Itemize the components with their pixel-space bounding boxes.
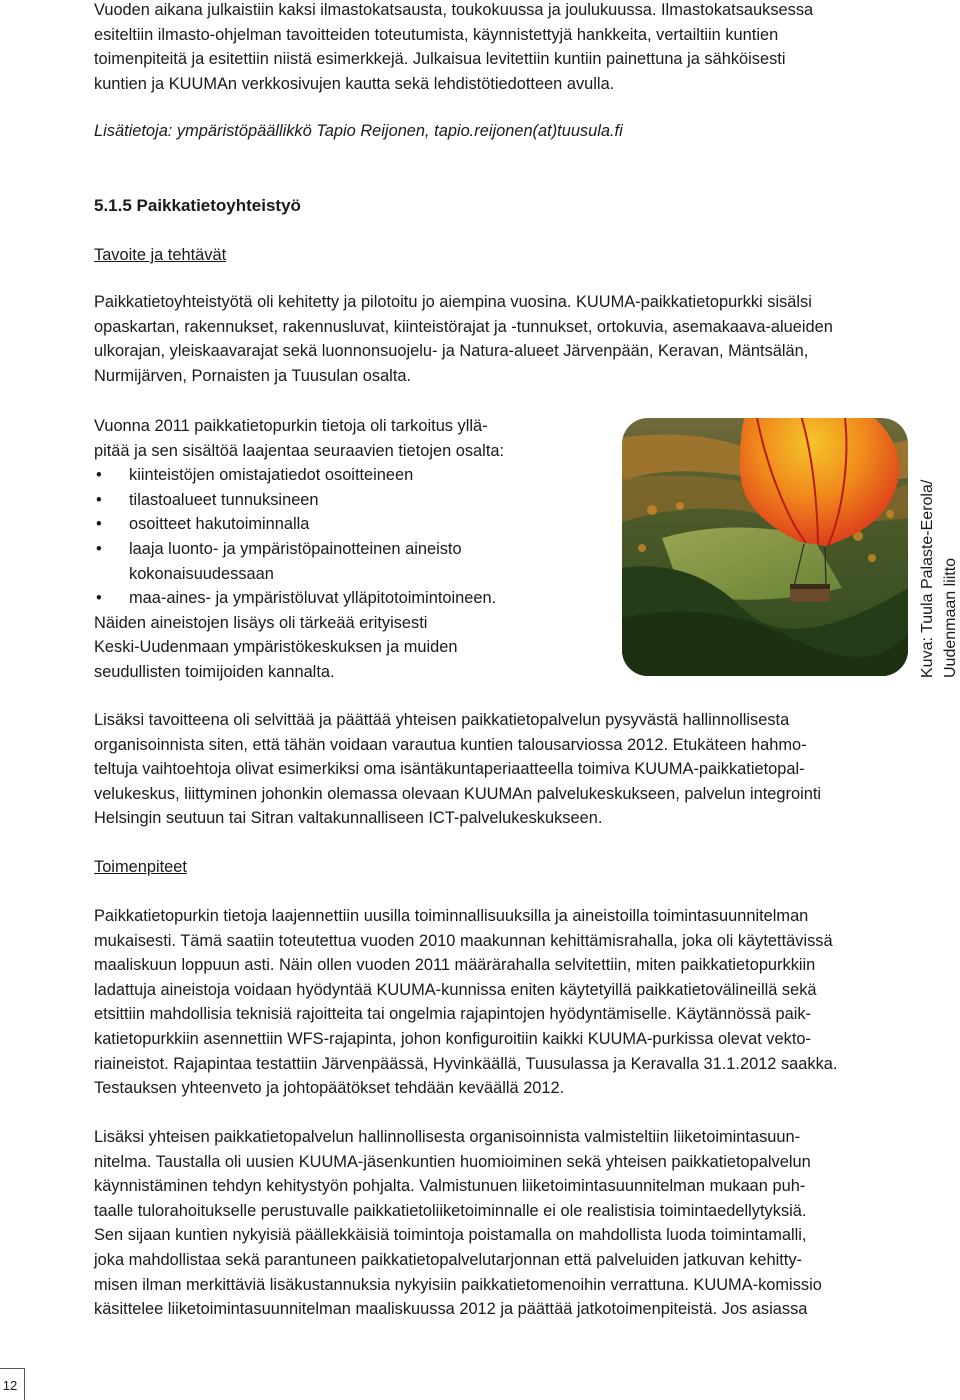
list-item: • laaja luonto- ja ympäristöpainotteinen aineisto kokonaisuudessaan	[94, 537, 604, 586]
para6-line-1: Lisäksi yhteisen paikkatietopalvelun hallinnollisesta organisoinnista valmisteltiin liiketoimintasuun-	[94, 1128, 801, 1146]
para5-line-3: maaliskuun loppuun asti. Näin ollen vuoden 2011 määrärahalla selvitettiin, miten paikkatietopurkkiin	[94, 956, 816, 975]
intro-paragraph	[94, 0, 956, 96]
para6-line-8: käsittelee liiketoimintasuunnitelman maaliskuussa 2012 ja päättää jatkotoimenpiteistä. Jos asiassa	[94, 1300, 808, 1319]
subheading-actions	[94, 855, 956, 880]
para5-line-2: mukaisesti. Tämä saatiin toteutettua vuoden 2010 maakunnan kehittämisrahalla, joka oli käytettävissä	[94, 931, 833, 950]
paragraph-2	[94, 414, 604, 685]
bullet-icon: •	[96, 539, 102, 558]
bullet-icon: •	[96, 490, 102, 509]
list-item: • osoitteet hakutoiminnalla	[94, 512, 604, 537]
para5-line-4: ladattuja aineistoja voidaan hyödyntää KUUMA-kunnissa eniten käytetyillä paikkatietovälineillä sekä	[94, 980, 817, 999]
intro-line-1: Vuoden aikana julkaistiin kaksi ilmastokatsausta, toukokuussa ja joulukuussa. Ilmastokatsauksessa	[94, 1, 814, 19]
photo-credit-line-2: Uudenmaan liitto	[942, 557, 959, 678]
para5-line-5: etsittiin mahdollisia teknisiä rajoitteita tai ongelmia rajapintojen hyödyntämiselle. Käytännössä paik-	[94, 1005, 812, 1024]
page-number: 12	[2, 1378, 18, 1393]
intro-line-2: esiteltiin ilmasto-ohjelman tavoitteiden toteutumista, käynnistettyjä hankkeita, vertailtiin kuntien	[94, 25, 779, 44]
bullet-icon: •	[96, 515, 102, 534]
list-item: • kiinteistöjen omistajatiedot osoitteineen	[94, 463, 604, 488]
photo-credit	[916, 480, 960, 678]
bullet-list	[94, 463, 604, 611]
bullet-icon: •	[96, 589, 102, 608]
photo-credit-line-1: Kuva: Tuula Palaste-Eerola/	[919, 479, 936, 678]
hot-air-balloon-image	[622, 418, 908, 676]
paragraph-6	[94, 1125, 956, 1322]
list-item: • maa-aines- ja ympäristöluvat ylläpitotoimintoineen.	[94, 586, 604, 611]
para2-line-2: pitää ja sen sisältöä laajentaa seuraavien tietojen osalta:	[94, 441, 505, 460]
para5-line-8: Testauksen yhteenveto ja johtopäätökset tehdään keväällä 2012.	[94, 1079, 565, 1098]
intro-line-3: toimenpiteitä ja esitettiin niistä esimerkkejä. Julkaisua levitettiin kuntiin painettuna ja sähköisesti	[94, 50, 786, 69]
para1-line-3: ulkorajan, yleiskaavarajat sekä luonnonsuojelu- ja Natura-alueet Järvenpään, Keravan, Mäntsälän,	[94, 342, 809, 361]
para6-line-7: misen ilman merkittäviä lisäkustannuksia nykyisiin paikkatietomenoihin verrattuna. KUUMA-komissio	[94, 1275, 822, 1294]
para4-line-5: Helsingin seutuun tai Sitran valtakunnalliseen ICT-palvelukeskukseen.	[94, 809, 603, 828]
balloon-photo	[622, 418, 908, 676]
contact-text: Lisätietoja: ympäristöpäällikkö Tapio Reijonen, tapio.reijonen(at)tuusula.fi	[94, 122, 623, 140]
contact-line	[94, 119, 956, 144]
para3-line-2: Keski-Uudenmaan ympäristökeskuksen ja muiden	[94, 638, 458, 657]
para6-line-6: joka mahdollistaa sekä parantuneen paikkatietopalvelutarjonnan että palveluiden jatkuvan kehitty-	[94, 1250, 802, 1269]
subheading-actions-text: Toimenpiteet	[94, 858, 187, 876]
paragraph-4	[94, 708, 956, 831]
para1-line-2: opaskartan, rakennukset, rakennusluvat, kiinteistörajat ja -tunnukset, ortokuvia, asemakaava-alueiden	[94, 317, 833, 336]
para6-line-5: Sen sijaan kuntien nykyisiä päällekkäisiä toimintoja poistamalla on mahdollista luoda toimintamalli,	[94, 1226, 807, 1245]
para4-line-3: teltuja vaihtoehtoja olivat esimerkiksi oma isäntäkuntaperiaatteella toimiva KUUMA-paikkatietopal-	[94, 760, 805, 779]
list-item: • tilastoalueet tunnuksineen	[94, 488, 604, 513]
para3-line-3: seudullisten toimijoiden kannalta.	[94, 662, 335, 681]
subheading-goals-text: Tavoite ja tehtävät	[94, 246, 227, 264]
para5-line-7: riaineistot. Rajapintaa testattiin Järvenpäässä, Hyvinkäällä, Tuusulassa ja Keravalla 31.1.2012 saakka.	[94, 1054, 838, 1073]
para5-line-6: katietopurkkiin asennettiin WFS-rajapinta, johon konfiguroitiin kaikki KUUMA-purkissa olevat vekto-	[94, 1029, 811, 1048]
para5-line-1: Paikkatietopurkin tietoja laajennettiin uusilla toiminnallisuuksilla ja aineistoilla toimintasuunnitelman	[94, 907, 809, 925]
para4-line-1: Lisäksi tavoitteena oli selvittää ja päättää yhteisen paikkatietopalvelun pysyvästä hallinnollisesta	[94, 711, 790, 729]
intro-line-4: kuntien ja KUUMAn verkkosivujen kautta sekä lehdistötiedotteen avulla.	[94, 74, 615, 93]
para2-line-1: Vuonna 2011 paikkatietopurkin tietoja oli tarkoitus yllä-	[94, 417, 488, 435]
subheading-goals	[94, 243, 956, 268]
para1-line-1: Paikkatietoyhteistyötä oli kehitetty ja pilotoitu jo aiempina vuosina. KUUMA-paikkatietopurkki sisälsi	[94, 293, 812, 311]
para6-line-4: taalle tulorahoitukselle perustuvalle paikkatietoliiketoiminnalle ei ole realistisia toimintaedellytyksiä.	[94, 1201, 807, 1220]
list-item-continuation: kokonaisuudessaan	[129, 564, 274, 583]
para4-line-4: velukeskus, liittyminen johonkin olemassa olevaan KUUMAn palvelukeskukseen, palvelun integrointi	[94, 784, 822, 803]
para1-line-4: Nurmijärven, Pornaisten ja Tuusulan osalta.	[94, 366, 412, 385]
para3-line-1: Näiden aineistojen lisäys oli tärkeää erityisesti	[94, 613, 428, 632]
paragraph-5	[94, 904, 956, 1101]
bullet-icon: •	[96, 466, 102, 485]
paragraph-1	[94, 290, 956, 388]
section-heading	[94, 194, 956, 219]
section-title: 5.1.5 Paikkatietoyhteistyö	[94, 196, 301, 215]
para4-line-2: organisoinnista siten, että tähän voidaan varautua kuntien talousarviossa 2012. Etukäteen hahmo-	[94, 735, 807, 754]
para6-line-2: nitelma. Taustalla oli uusien KUUMA-jäsenkuntien huomioiminen sekä yhteisen paikkatietopalvelun	[94, 1152, 811, 1171]
para6-line-3: käynnistäminen tehdyn kehitystyön pohjalta. Valmistunuen liiketoimintasuunnitelman mukaan puh-	[94, 1177, 806, 1196]
